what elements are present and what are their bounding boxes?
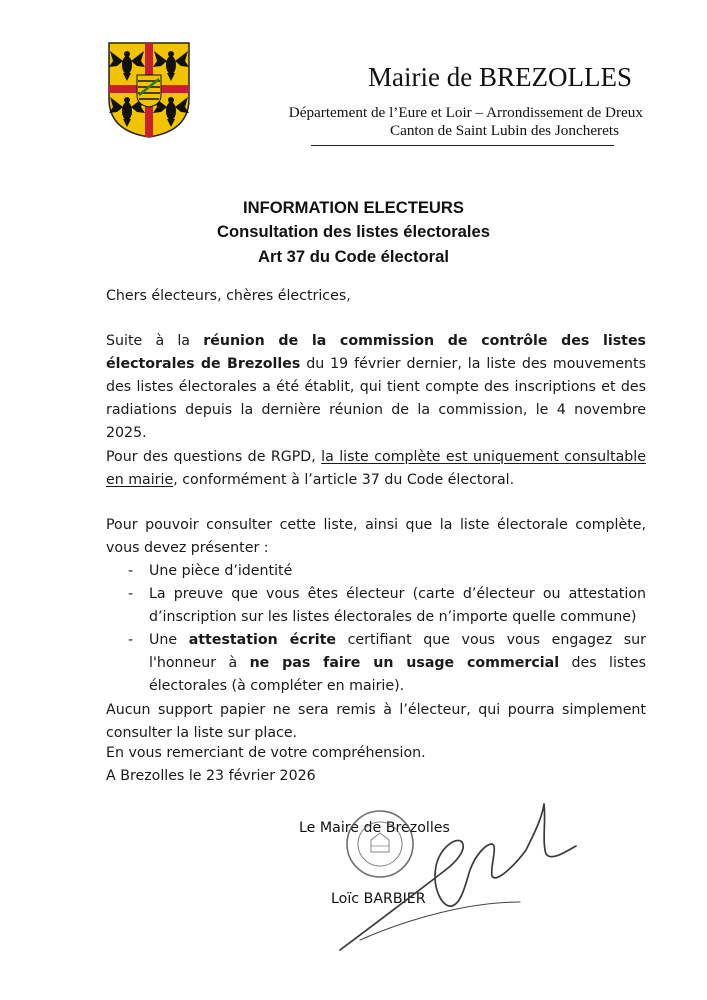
- p1-bold: réunion de la commission de contrôle des listes électorales de Brezolles: [106, 333, 647, 373]
- list-item: [106, 583, 646, 629]
- paragraph-commission: [106, 330, 646, 445]
- item3-bold-usage: ne pas faire un usage commercial: [249, 655, 560, 672]
- header-divider: [311, 145, 614, 146]
- item3-bold-attestation: attestation écrite: [188, 632, 337, 649]
- p1-rest: du 19 février dernier, la liste des mouvements des listes électorales a été établit, qui tient compte des inscriptions et des radiations depuis la dernière réunion de la commission, le 4 novembre 2025.: [106, 356, 646, 442]
- mairie-title: Mairie de BREZOLLES: [368, 62, 632, 92]
- list-item: [106, 629, 646, 698]
- department-line: Département de l’Eure et Loir – Arrondissement de Dreux: [288, 104, 643, 121]
- requirements-list: [106, 560, 646, 699]
- list-item: [106, 560, 646, 583]
- paragraph-rgpd: [106, 446, 646, 492]
- signatory-name: Loïc BARBIER: [331, 891, 426, 907]
- paragraph-no-paper: Aucun support papier ne sera remis à l’électeur, qui pourra simplement consulter la liste sur place.: [106, 701, 646, 741]
- greeting: Chers électeurs, chères électrices,: [106, 288, 351, 304]
- item-proof: La preuve que vous êtes électeur (carte d’électeur ou attestation d’inscription sur les listes électorales de n’importe quelle commune): [149, 586, 646, 626]
- p2-rest: , conformément à l’article 37 du Code électoral.: [173, 471, 515, 488]
- p1-intro: Suite à la: [106, 333, 204, 350]
- dash-bullet: -: [128, 586, 134, 603]
- closing-block: [106, 742, 426, 788]
- item3-a: Une: [149, 632, 189, 649]
- item3-c: certifiant que vous vous engagez sur l'honneur à: [149, 632, 646, 672]
- p2-underlined: la liste complète est uniquement consultable en mairie: [106, 448, 646, 488]
- letter-body: [106, 285, 646, 745]
- canton-line: Canton de Saint Lubin des Joncherets: [389, 122, 619, 139]
- item3-e: des listes électorales (à compléter en mairie).: [149, 655, 646, 695]
- signatory-role: Le Maire de Brezolles: [299, 820, 450, 836]
- heading-consultation: Consultation des listes électorales: [217, 222, 490, 241]
- heading-article: Art 37 du Code électoral: [258, 247, 449, 266]
- closing-place-date: A Brezolles le 23 février 2026: [106, 768, 316, 785]
- handwritten-signature: [320, 790, 580, 965]
- p2-intro: Pour des questions de RGPD,: [106, 448, 322, 465]
- heading-information-electeurs: INFORMATION ELECTEURS: [243, 198, 464, 217]
- dash-bullet: -: [128, 562, 134, 579]
- paragraph-requirements: Pour pouvoir consulter cette liste, ainsi que la liste électorale complète, vous devez présenter :: [106, 516, 646, 556]
- closing-thanks: En vous remerciant de votre compréhension.: [106, 745, 426, 761]
- dash-bullet: -: [128, 632, 134, 649]
- item-identity: Une pièce d’identité: [149, 562, 293, 579]
